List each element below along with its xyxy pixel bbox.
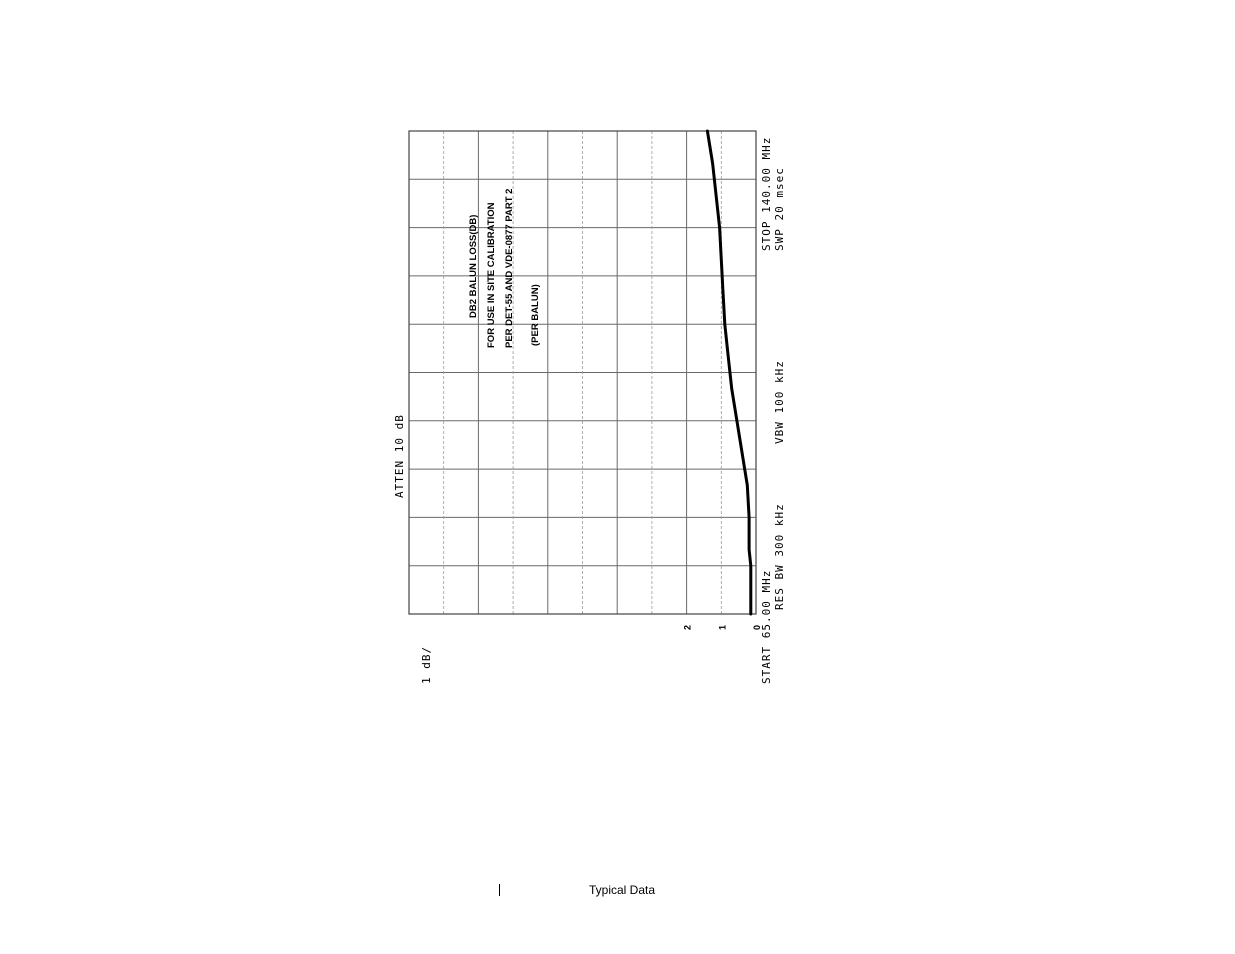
y-tick-label: 2 xyxy=(682,624,693,630)
res-bw-label: RES BW 300 kHz xyxy=(773,503,786,610)
annotation-per-balun: (PER BALUN) xyxy=(530,284,541,346)
figure-caption: Typical Data xyxy=(589,883,656,897)
annotation-title: DB2 BALUN LOSS(DB) xyxy=(468,214,479,318)
annotation-use: FOR USE IN SITE CALIBRATION xyxy=(486,202,497,348)
start-frequency-label: START 65.00 MHz xyxy=(760,569,773,684)
plot-grid xyxy=(409,131,756,614)
y-tick-label: 1 xyxy=(717,624,728,630)
stop-frequency-label: STOP 140.00 MHz xyxy=(760,136,773,251)
y-tick-label: 0 xyxy=(752,624,762,630)
scale-label: 1 dB/ xyxy=(420,645,433,684)
sweep-time-label: SWP 20 msec xyxy=(773,167,786,251)
y-tick-labels xyxy=(683,625,762,630)
vbw-label: VBW 100 kHz xyxy=(773,360,786,444)
caption-divider xyxy=(499,884,500,896)
annotation-standard: PER DET-55 AND VDE-0877 PART 2 xyxy=(504,188,515,348)
atten-label: ATTEN 10 dB xyxy=(393,414,406,498)
